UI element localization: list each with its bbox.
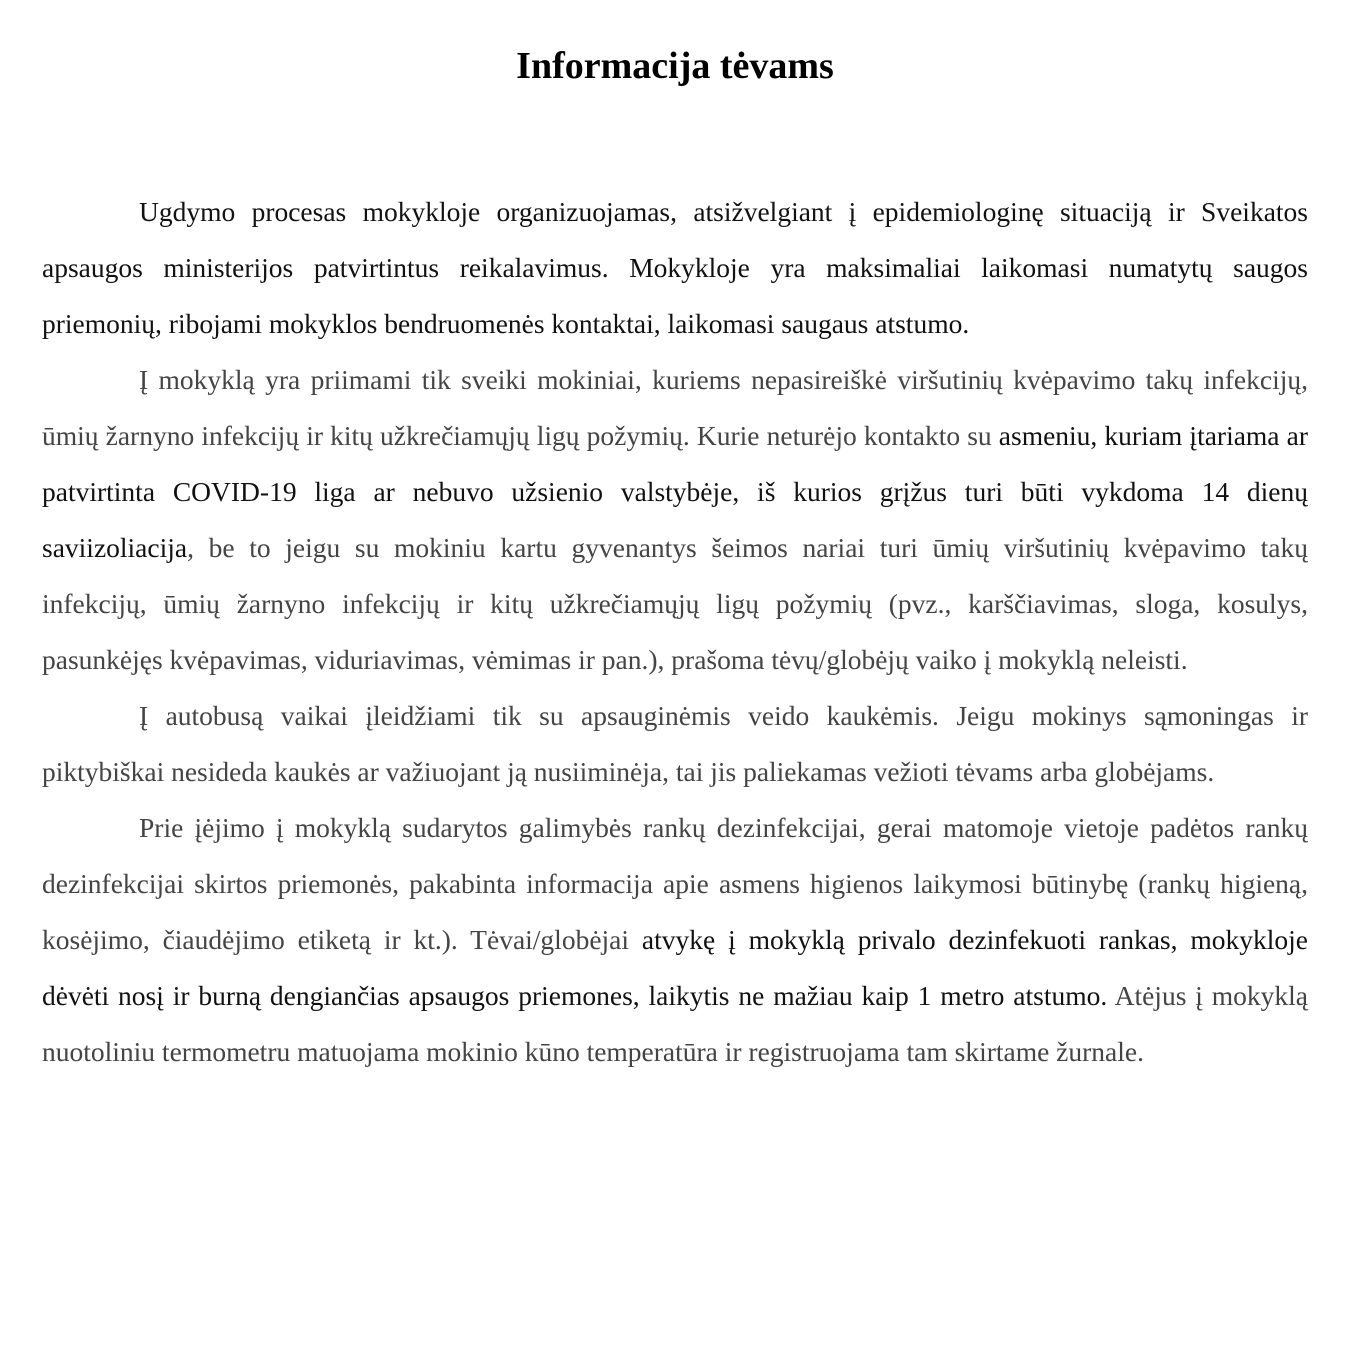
paragraph-text-segment: , be to jeigu su mokiniu kartu gyvenantys šeimos nariai turi ūmių viršutinių kvėpavimo takų infekcijų, ūmių žarnyno infekcijų ir kitų užkrečiamųjų ligų požymių (pvz., karščiavimas, sloga, kosulys, pasunkėjęs kvėpavimas, viduriavimas, vėmimas ir pan.), prašoma tėvų/globėjų vaiko į mokyklą neleisti. — [42, 532, 1308, 675]
paragraph-healthy-students — [42, 352, 1308, 688]
paragraph-text-segment: Į mokyklą yra priimami tik sveiki mokiniai, kuriems nepasireiškė viršutinių kvėpavimo takų infekcijų, ūmių žarnyno infekcijų ir kitų užkrečiamųjų ligų požymių. Kurie neturėjo kontakto su — [42, 364, 1308, 451]
paragraph-text-segment: asmeniu, kuriam įtariama ar patvirtinta COVID-19 liga ar nebuvo užsienio valstybėje, iš kurios grįžus turi būti vykdoma 14 dienų saviizoliacija — [42, 420, 1308, 563]
paragraph-text-segment: Atėjus į mokyklą nuotoliniu termometru matuojama mokinio kūno temperatūra ir registruojama tam skirtame žurnale. — [42, 980, 1308, 1067]
paragraph-bus-masks — [42, 688, 1308, 800]
paragraph-entrance-hygiene — [42, 800, 1308, 1080]
paragraph-education-process — [42, 184, 1308, 352]
paragraph-text-segment: Į autobusą vaikai įleidžiami tik su apsauginėmis veido kaukėmis. Jeigu mokinys sąmoningas ir piktybiškai nesideda kaukės ar važiuojant ją nusiiminėja, tai jis paliekamas vežioti tėvams arba globėjams. — [42, 700, 1308, 787]
paragraph-text-segment: Ugdymo procesas mokykloje organizuojamas, atsižvelgiant į epidemiologinę situaciją ir Sveikatos apsaugos ministerijos patvirtintus reikalavimus. Mokykloje yra maksimaliai laikomasi numatytų saugos priemonių, ribojami mokyklos bendruomenės kontaktai, laikomasi saugaus atstumo. — [42, 196, 1308, 339]
paragraph-text-segment: Prie įėjimo į mokyklą sudarytos galimybės rankų dezinfekcijai, gerai matomoje vietoje padėtos rankų dezinfekcijai skirtos priemonės, pakabinta informacija apie asmens higienos laikymosi būtinybę (rankų higieną, kosėjimo, čiaudėjimo etiketą ir kt.). Tėvai/globėjai — [42, 812, 1308, 955]
document-title: Informacija tėvams — [516, 45, 834, 87]
document-page — [42, 40, 1308, 1080]
paragraph-text-segment: atvykę į mokyklą privalo dezinfekuoti rankas, mokykloje dėvėti nosį ir burną dengiančias apsaugos priemones, laikytis ne mažiau kaip 1 metro atstumo. — [42, 924, 1308, 1011]
